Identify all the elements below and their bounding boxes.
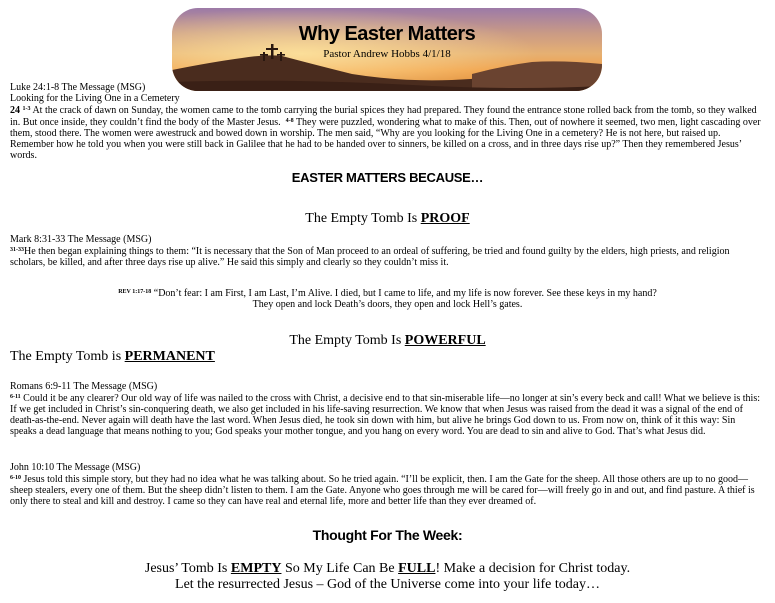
luke-reference: Luke 24:1-8 The Message (MSG) (10, 82, 146, 93)
john-reference: John 10:10 The Message (MSG) (10, 462, 141, 473)
romans-text-body: Could it be any clearer? Our old way of life was nailed to the cross with Christ, a decisive end to that sin-miserable life—no longer at sin’s every beck and call! What we believe is this: If we get included in Christ’s sin-conquering death, we also get included in his life-saving resurrection. We know that when Jesus was raised from the dead it was a signal of the end of death-as-the-end. Never again will death have the last word. When Jesus died, he took sin down with him, but alive he brings God down to us. From now on, think of it this way: Sin speaks a dead language that means nothing to you; God speaks your mother tongue, and you hang on every word. You are dead to sin and alive to God. That’s what Jesus did. (10, 393, 760, 437)
banner-subtitle: Pastor Andrew Hobbs 4/1/18 (323, 48, 451, 60)
proof-word: PROOF (420, 211, 470, 226)
thought-heading: Thought For The Week: (312, 527, 463, 543)
rev-line-2: They open and lock Death’s doors, they open and lock Hell’s gates. (252, 299, 523, 310)
rev-reference: REV 1:17-18 (118, 289, 152, 295)
closing-line-2: Let the resurrected Jesus – God of the Universe come into your life today… (175, 577, 600, 592)
permanent-word: PERMANENT (124, 349, 215, 364)
mark-verse: 31-33 (10, 247, 24, 253)
closing-part-3: ! Make a decision for Christ today. (435, 561, 631, 576)
powerful-heading (0, 333, 775, 349)
closing-full: FULL (398, 561, 436, 576)
closing-part-1: Jesus’ Tomb Is (144, 561, 231, 576)
romans-text (10, 392, 764, 437)
luke-text (10, 104, 764, 161)
romans-passage (10, 381, 764, 437)
luke-verse-1: 1-3 (22, 106, 31, 112)
closing-empty: EMPTY (230, 561, 282, 576)
mark-text (10, 245, 764, 268)
luke-verse-2: 4-8 (285, 118, 294, 124)
permanent-prefix: The Empty Tomb is (10, 349, 125, 364)
banner-title: Why Easter Matters (298, 23, 476, 45)
mark-text-body: He then began explaining things to them: “It is necessary that the Son of Man proceed to an ordeal of suffering, be tried and found guilty by the elders, high priests, and religion scholars, be killed, and after three days rise up alive.” He said this simply and clearly so they couldn’t miss it. (10, 246, 730, 268)
revelation-passage (0, 287, 775, 310)
sermon-banner (172, 8, 602, 91)
because-heading: EASTER MATTERS BECAUSE… (291, 170, 484, 185)
john-text-body: Jesus told this simple story, but they had no idea what he was talking about. So he tried again. “I’ll be explicit, then. I am the Gate for the sheep. All those others are up to no good—sheep stealers, every one of them. But the sheep didn’t listen to them. I am the Gate. Anyone who goes through me will be cared for—will freely go in and out, and find pasture. A thief is only there to steal and kill and destroy. I came so they can have real and eternal life, more and better life than they ever dreamed of. (10, 474, 755, 507)
luke-text-1: At the crack of dawn on Sunday, the women came to the tomb carrying the burial spices they had prepared. They found the entrance stone rolled back from the tomb, so they walked in. But once inside, they couldn’t find the body of the Master Jesus. (10, 105, 757, 128)
luke-text-2: They were puzzled, wondering what to make of this. Then, out of nowhere it seemed, two men, light cascading over them, stood there. The women were awestruck and bowed down in worship. The men said, “Why are you looking for the Living One in a cemetery? He is not here, but raised up. Remember how he told you when you were still back in Galilee that he had to be handed over to sinners, be killed on a cross, and in three days rise up?” Then they remembered Jesus’ words. (10, 117, 761, 161)
rev-line-1: “Don’t fear: I am First, I am Last, I’m Alive. I died, but I came to life, and my life is now forever. See these keys in my hand? (153, 288, 657, 299)
mark-passage (10, 234, 764, 268)
mark-reference: Mark 8:31-33 The Message (MSG) (10, 234, 152, 245)
closing-statement (0, 561, 775, 593)
john-passage (10, 462, 764, 507)
powerful-prefix: The Empty Tomb Is (289, 333, 405, 348)
proof-prefix: The Empty Tomb Is (305, 211, 421, 226)
romans-verse: 6-11 (10, 394, 21, 400)
john-verse: 6-10 (10, 475, 21, 481)
closing-part-2: So My Life Can Be (281, 561, 399, 576)
luke-chapter: 24 (10, 105, 20, 116)
luke-passage (10, 82, 764, 161)
proof-heading (0, 211, 775, 227)
permanent-heading (10, 349, 215, 365)
romans-reference: Romans 6:9-11 The Message (MSG) (10, 381, 158, 392)
powerful-word: POWERFUL (404, 333, 486, 348)
john-text (10, 473, 764, 507)
luke-heading: Looking for the Living One in a Cemetery (10, 93, 180, 104)
